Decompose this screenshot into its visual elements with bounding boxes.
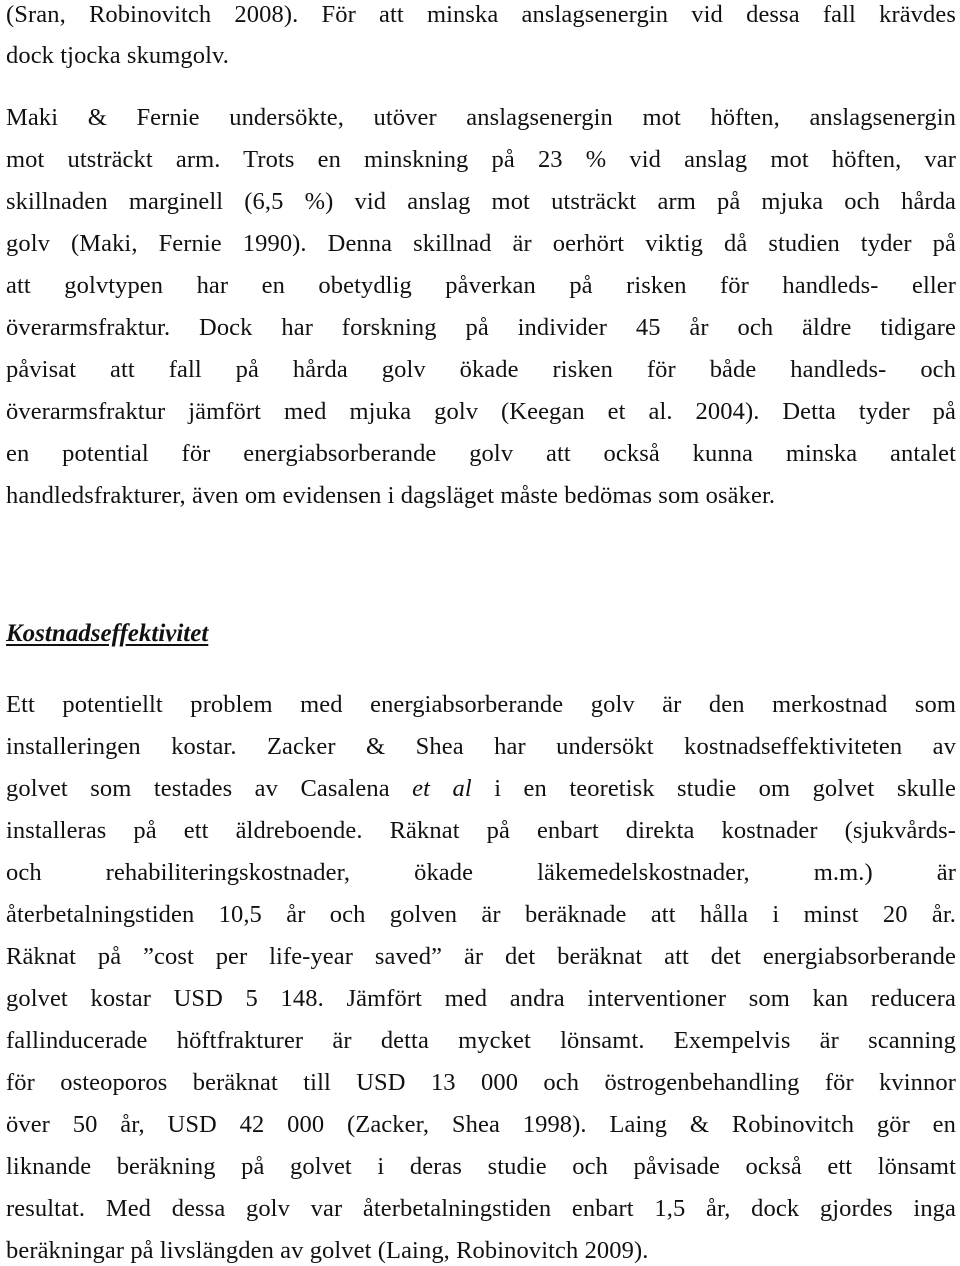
text-run: golvet som testades av Casalena bbox=[6, 775, 413, 802]
text-line: installeras på ett äldreboende. Räknat på enbart direkta kostnader (sjukvårds- bbox=[6, 817, 956, 844]
text-line: för osteoporos beräknat till USD 13 000 och östrogenbehandling för kvinnor bbox=[6, 1069, 956, 1096]
text-line: Ett potentiellt problem med energiabsorberande golv är den merkostnad som bbox=[6, 691, 956, 718]
text-line: att golvtypen har en obetydlig påverkan på risken för handleds- eller bbox=[6, 272, 956, 299]
text-line: beräkningar på livslängden av golvet (Laing, Robinovitch 2009). bbox=[6, 1237, 649, 1264]
text-line bbox=[6, 774, 956, 804]
text-line: handledsfrakturer, även om evidensen i dagsläget måste bedömas som osäker. bbox=[6, 482, 776, 509]
text-line: golv (Maki, Fernie 1990). Denna skillnad är oerhört viktig då studien tyder på bbox=[6, 230, 956, 257]
text-line: återbetalningstiden 10,5 år och golven är beräknade att hålla i minst 20 år. bbox=[6, 901, 956, 928]
italic-text: et al bbox=[412, 775, 472, 802]
text-line: resultat. Med dessa golv var återbetalningstiden enbart 1,5 år, dock gjordes inga bbox=[6, 1195, 956, 1222]
text-line: mot utsträckt arm. Trots en minskning på 23 % vid anslag mot höften, var bbox=[6, 146, 956, 173]
text-line: liknande beräkning på golvet i deras studie och påvisade också ett lönsamt bbox=[6, 1153, 956, 1180]
text-line: golvet kostar USD 5 148. Jämfört med andra interventioner som kan reducera bbox=[6, 985, 956, 1012]
text-line: överarmsfraktur. Dock har forskning på individer 45 år och äldre tidigare bbox=[6, 314, 956, 341]
text-line: över 50 år, USD 42 000 (Zacker, Shea 1998). Laing & Robinovitch gör en bbox=[6, 1111, 956, 1138]
text-line: en potential för energiabsorberande golv att också kunna minska antalet bbox=[6, 440, 956, 467]
text-line: Maki & Fernie undersökte, utöver anslagsenergin mot höften, anslagsenergin bbox=[6, 104, 956, 131]
text-line: fallinducerade höftfrakturer är detta mycket lönsamt. Exempelvis är scanning bbox=[6, 1027, 956, 1054]
text-line: påvisat att fall på hårda golv ökade risken för både handleds- och bbox=[6, 356, 956, 383]
text-line: installeringen kostar. Zacker & Shea har undersökt kostnadseffektiviteten av bbox=[6, 733, 956, 760]
text-line: skillnaden marginell (6,5 %) vid anslag mot utsträckt arm på mjuka och hårda bbox=[6, 188, 956, 215]
text-line: dock tjocka skumgolv. bbox=[6, 42, 230, 69]
text-line: och rehabiliteringskostnader, ökade läkemedelskostnader, m.m.) är bbox=[6, 859, 956, 886]
text-line: överarmsfraktur jämfört med mjuka golv (Keegan et al. 2004). Detta tyder på bbox=[6, 398, 956, 425]
text-line: (Sran, Robinovitch 2008). För att minska anslagsenergin vid dessa fall krävdes bbox=[6, 1, 956, 28]
section-heading: Kostnadseffektivitet bbox=[6, 620, 209, 647]
text-line: Räknat på ”cost per life-year saved” är det beräknat att det energiabsorberande bbox=[6, 943, 956, 970]
text-run: i en teoretisk studie om golvet skulle bbox=[471, 775, 956, 802]
